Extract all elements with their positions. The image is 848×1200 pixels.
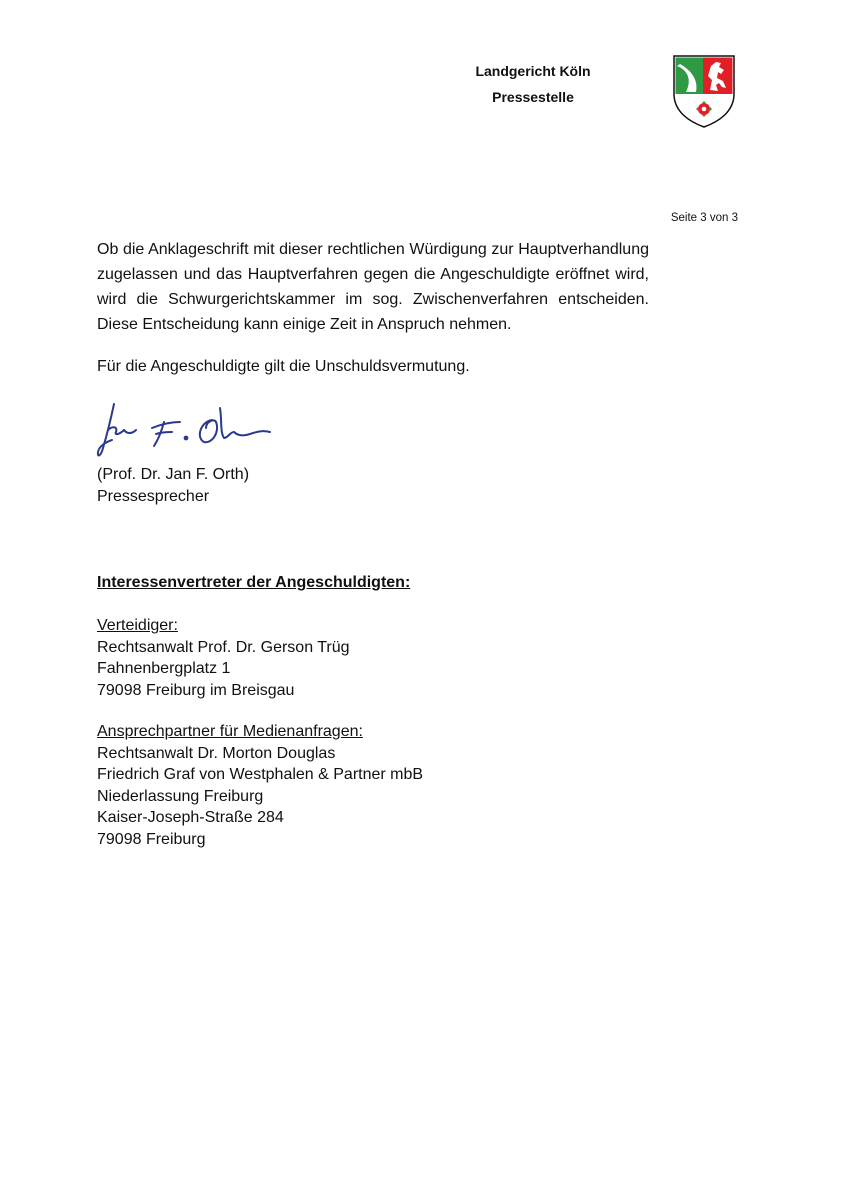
signer-block xyxy=(97,464,497,508)
signer-role: Pressesprecher xyxy=(97,488,210,505)
representatives-heading: Interessenvertreter der Angeschuldigten: xyxy=(97,574,411,591)
body-paragraph xyxy=(97,237,649,337)
signer-name: (Prof. Dr. Jan F. Orth) xyxy=(97,466,250,483)
address-line: 79098 Freiburg im Breisgau xyxy=(97,681,295,699)
address-line: Fahnenbergplatz 1 xyxy=(97,660,231,677)
page-number: Seite 3 von 3 xyxy=(670,212,738,224)
address-line: Niederlassung Freiburg xyxy=(97,787,264,805)
nrw-coat-of-arms-icon xyxy=(672,54,736,128)
defense-counsel-block xyxy=(97,615,597,701)
paragraph-indictment-decision: Ob die Anklageschrift mit dieser rechtlichen Würdigung zur Hauptverhandlung zugelassen und das Hauptverfahren gegen die Angeschuldigte eröffnet wird, wird die Schwurgerichtskammer im sog. Zwischenverfahren entscheiden. Diese Entscheidung kann einige Zeit in Anspruch nehmen. xyxy=(97,241,649,333)
address-line: Friedrich Graf von Westphalen & Partner mbB xyxy=(97,766,424,783)
defense-counsel-label: Verteidiger: xyxy=(97,617,178,634)
paragraph-presumption-of-innocence: Für die Angeschuldigte gilt die Unschuldsvermutung. xyxy=(97,358,470,375)
address-line: Rechtsanwalt Dr. Morton Douglas xyxy=(97,744,336,762)
court-name: Landgericht Köln xyxy=(475,63,591,79)
handwritten-signature xyxy=(94,398,276,460)
department-name: Pressestelle xyxy=(492,89,574,105)
address-line: Kaiser-Joseph-Straße 284 xyxy=(97,809,284,826)
media-contact-label: Ansprechpartner für Medienanfragen: xyxy=(97,723,363,740)
address-line: 79098 Freiburg xyxy=(97,830,206,848)
address-line: Rechtsanwalt Prof. Dr. Gerson Trüg xyxy=(97,638,350,656)
letterhead xyxy=(400,58,666,110)
media-contact-block xyxy=(97,721,597,850)
